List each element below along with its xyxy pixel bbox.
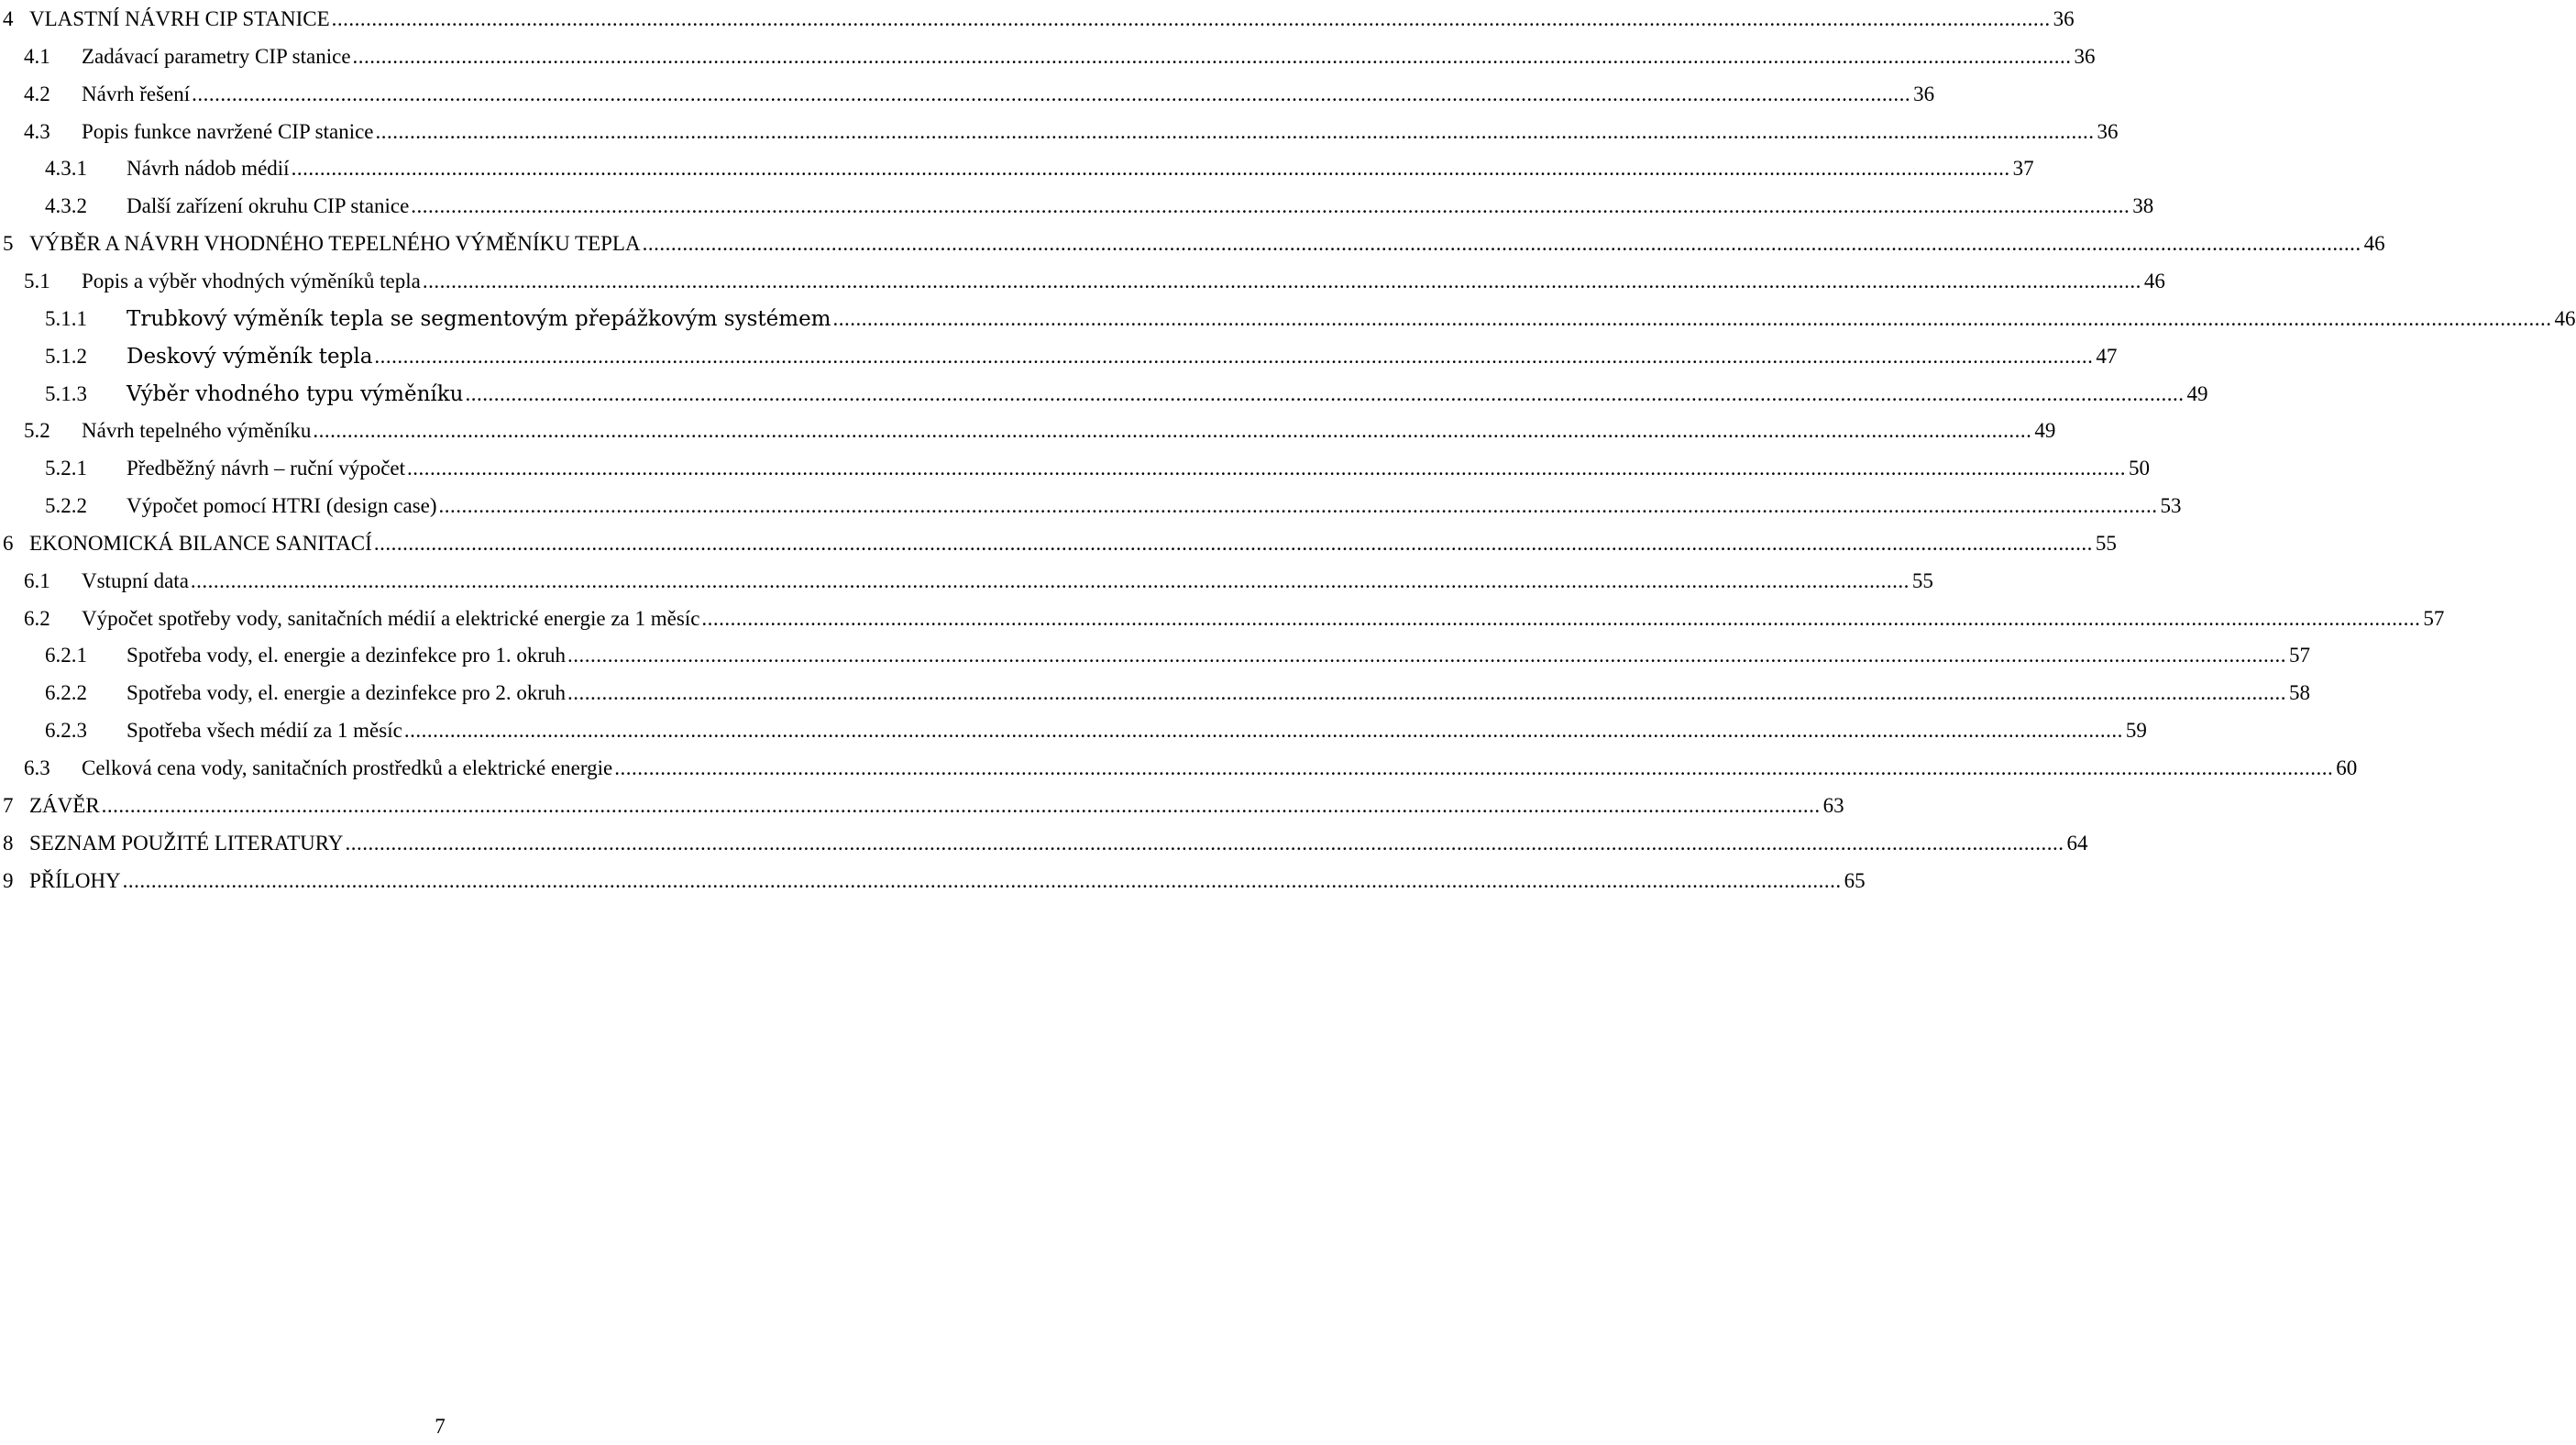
toc-entry-title: Vstupní data xyxy=(82,562,191,600)
toc-leader-dots: ............................................................................................................................................................................................................................................................................................................ xyxy=(701,606,2421,630)
toc-entry-number: 7 xyxy=(3,793,14,817)
toc-entry-number: 6.2.3 xyxy=(45,719,87,743)
toc-entry-number: 6.3 xyxy=(24,756,50,779)
toc-entry-title: SEZNAM POUŽITÉ LITERATURY xyxy=(29,824,345,862)
toc-entry-title: Popis funkce navržené CIP stanice xyxy=(82,113,376,150)
toc-entry-number: 5.1.2 xyxy=(45,344,87,368)
toc-entry[interactable] xyxy=(0,412,2056,449)
toc-leader-dots: ............................................................................................................................................................................................................................................................................................................ xyxy=(190,568,1910,592)
toc-entry-number: 6.2.2 xyxy=(45,681,87,705)
toc-leader-dots: ............................................................................................................................................................................................................................................................................................................ xyxy=(567,644,2286,667)
toc-entry-page: 47 xyxy=(2093,337,2117,375)
toc-entry-page: 65 xyxy=(1842,862,1866,899)
toc-leader-dots: ............................................................................................................................................................................................................................................................................................................ xyxy=(375,119,2095,143)
toc-entry-title: Další zařízení okruhu CIP stanice xyxy=(127,187,411,225)
toc-entry[interactable] xyxy=(0,562,1933,600)
toc-entry-title: Spotřeba všech médií za 1 měsíc xyxy=(127,711,404,749)
toc-entry[interactable] xyxy=(0,300,2576,337)
toc-entry-title: VÝBĚR A NÁVRH VHODNÉHO TEPELNÉHO VÝMĚNÍKU TEPLA xyxy=(29,225,643,262)
toc-entry-title: Celková cena vody, sanitačních prostředků a elektrické energie xyxy=(82,749,614,787)
toc-entry-page: 36 xyxy=(2051,0,2075,38)
toc-entry[interactable] xyxy=(0,636,2310,674)
toc-entry-title: Výpočet spotřeby vody, sanitačních médií a elektrické energie za 1 měsíc xyxy=(82,600,701,637)
toc-leader-dots: ............................................................................................................................................................................................................................................................................................................ xyxy=(331,7,2051,30)
toc-entry-number: 4.3.1 xyxy=(45,157,87,181)
toc-entry[interactable] xyxy=(0,524,2117,562)
toc-entry[interactable] xyxy=(0,449,2151,487)
toc-entry-title: Výběr vhodného typu výměníku xyxy=(127,376,466,414)
toc-entry-title: Zadávací parametry CIP stanice xyxy=(82,38,353,75)
toc-entry-page: 37 xyxy=(2010,149,2034,187)
toc-leader-dots: ............................................................................................................................................................................................................................................................................................................ xyxy=(313,419,2032,443)
toc-leader-dots: ............................................................................................................................................................................................................................................................................................................ xyxy=(373,531,2093,555)
toc-leader-dots: ............................................................................................................................................................................................................................................................................................................ xyxy=(374,344,2094,368)
toc-entry-title: EKONOMICKÁ BILANCE SANITACÍ xyxy=(29,524,374,562)
toc-leader-dots: ............................................................................................................................................................................................................................................................................................................ xyxy=(122,868,1842,892)
toc-entry-title: Trubkový výměník tepla se segmentovým přepážkovým systémem xyxy=(127,301,833,338)
toc-entry-number: 4.2 xyxy=(24,82,50,105)
toc-entry-number: 4.3 xyxy=(24,119,50,143)
toc-entry-page: 38 xyxy=(2130,187,2153,225)
toc-entry-page: 55 xyxy=(1910,562,1933,600)
toc-entry-number: 5.1.3 xyxy=(45,381,87,405)
toc-leader-dots: ............................................................................................................................................................................................................................................................................................................ xyxy=(192,82,1911,105)
toc-entry-title: ZÁVĚR xyxy=(29,787,102,824)
toc-entry[interactable] xyxy=(0,749,2358,787)
toc-entry-title: Popis a výběr vhodných výměníků tepla xyxy=(82,262,423,300)
toc-entry-number: 5.2 xyxy=(24,419,50,443)
toc-leader-dots: ............................................................................................................................................................................................................................................................................................................ xyxy=(411,194,2130,218)
toc-entry-title: Návrh řešení xyxy=(82,75,192,113)
toc-entry-number: 5.1.1 xyxy=(45,306,87,330)
toc-leader-dots: ............................................................................................................................................................................................................................................................................................................ xyxy=(352,44,2072,68)
toc-entry[interactable] xyxy=(0,262,2165,300)
toc-entry-page: 60 xyxy=(2333,749,2357,787)
toc-entry-page: 46 xyxy=(2361,225,2385,262)
toc-entry[interactable] xyxy=(0,862,1866,899)
toc-leader-dots: ............................................................................................................................................................................................................................................................................................................ xyxy=(422,269,2141,292)
toc-entry-title: Návrh nádob médií xyxy=(127,149,292,187)
toc-entry-title: Spotřeba vody, el. energie a dezinfekce pro 1. okruh xyxy=(127,636,567,674)
toc-leader-dots: ............................................................................................................................................................................................................................................................................................................ xyxy=(438,494,2158,518)
toc-entry-title: Návrh tepelného výměníku xyxy=(82,412,313,449)
toc-entry-page: 36 xyxy=(2072,38,2096,75)
toc-entry[interactable] xyxy=(0,824,2088,862)
toc-leader-dots: ............................................................................................................................................................................................................................................................................................................ xyxy=(567,681,2286,705)
toc-entry-number: 8 xyxy=(3,831,14,855)
toc-entry-title: Spotřeba vody, el. energie a dezinfekce pro 2. okruh xyxy=(127,674,567,711)
toc-entry-title: Výpočet pomocí HTRI (design case) xyxy=(127,487,439,524)
toc-entry-page: 50 xyxy=(2126,449,2150,487)
toc-entry[interactable] xyxy=(0,600,2445,637)
toc-entry-number: 4 xyxy=(3,7,14,30)
toc-entry-page: 57 xyxy=(2286,636,2310,674)
toc-entry-page: 55 xyxy=(2093,524,2117,562)
toc-entry[interactable] xyxy=(0,149,2034,187)
toc-entry-page: 53 xyxy=(2158,487,2182,524)
toc-entry-number: 6.2 xyxy=(24,606,50,630)
toc-leader-dots: ............................................................................................................................................................................................................................................................................................................ xyxy=(345,831,2064,855)
toc-entry-page: 36 xyxy=(2095,113,2119,150)
toc-entry-number: 6 xyxy=(3,531,14,555)
toc-leader-dots: ............................................................................................................................................................................................................................................................................................................ xyxy=(642,232,2361,256)
toc-entry-page: 36 xyxy=(1910,75,1934,113)
toc-entry-page: 46 xyxy=(2141,262,2165,300)
toc-entry-title: PŘÍLOHY xyxy=(29,862,123,899)
toc-entry-page: 58 xyxy=(2286,674,2310,711)
toc-entry-number: 5.2.2 xyxy=(45,494,87,518)
toc-entry-number: 4.3.2 xyxy=(45,194,87,218)
toc-entry-page: 49 xyxy=(2185,375,2208,413)
toc-leader-dots: ............................................................................................................................................................................................................................................................................................................ xyxy=(407,457,2127,480)
toc-entry-page: 64 xyxy=(2064,824,2087,862)
page-number: 7 xyxy=(435,1415,446,1438)
toc-entry-title: VLASTNÍ NÁVRH CIP STANICE xyxy=(29,0,332,38)
toc-entry[interactable] xyxy=(0,0,2075,38)
toc-entry[interactable] xyxy=(0,487,2182,524)
toc-entry-number: 6.1 xyxy=(24,568,50,592)
toc-entry-number: 5.1 xyxy=(24,269,50,292)
toc-entry[interactable] xyxy=(0,113,2119,150)
toc-entry-number: 5.2.1 xyxy=(45,457,87,480)
toc-entry[interactable] xyxy=(0,337,2118,375)
toc-entry-page: 49 xyxy=(2031,412,2055,449)
toc-entry-number: 9 xyxy=(3,868,14,892)
toc-entry[interactable] xyxy=(0,674,2310,711)
toc-entry[interactable] xyxy=(0,187,2154,225)
toc-entry-page: 63 xyxy=(1821,787,1844,824)
toc-entry[interactable] xyxy=(0,225,2385,262)
toc-entry-page: 59 xyxy=(2123,711,2147,749)
toc-entry-title: Předběžný návrh – ruční výpočet xyxy=(127,449,407,487)
toc-entry-number: 6.2.1 xyxy=(45,644,87,667)
toc-leader-dots: ............................................................................................................................................................................................................................................................................................................ xyxy=(832,306,2552,330)
toc-entry-page: 46 xyxy=(2552,300,2576,337)
toc-entry[interactable] xyxy=(0,787,1844,824)
toc-entry-number: 5 xyxy=(3,232,14,256)
toc-leader-dots: ............................................................................................................................................................................................................................................................................................................ xyxy=(291,157,2010,181)
toc-entry[interactable] xyxy=(0,375,2208,413)
toc-entry[interactable] xyxy=(0,75,1935,113)
toc-leader-dots: ............................................................................................................................................................................................................................................................................................................ xyxy=(403,719,2123,743)
toc-entry-page: 57 xyxy=(2420,600,2444,637)
toc-entry-title: Deskový výměník tepla xyxy=(127,338,374,376)
toc-leader-dots: ............................................................................................................................................................................................................................................................................................................ xyxy=(465,381,2185,405)
toc-leader-dots: ............................................................................................................................................................................................................................................................................................................ xyxy=(101,793,1821,817)
toc-leader-dots: ............................................................................................................................................................................................................................................................................................................ xyxy=(614,756,2334,779)
toc-entry[interactable] xyxy=(0,38,2096,75)
toc-entry[interactable] xyxy=(0,711,2147,749)
toc-entry-number: 4.1 xyxy=(24,44,50,68)
